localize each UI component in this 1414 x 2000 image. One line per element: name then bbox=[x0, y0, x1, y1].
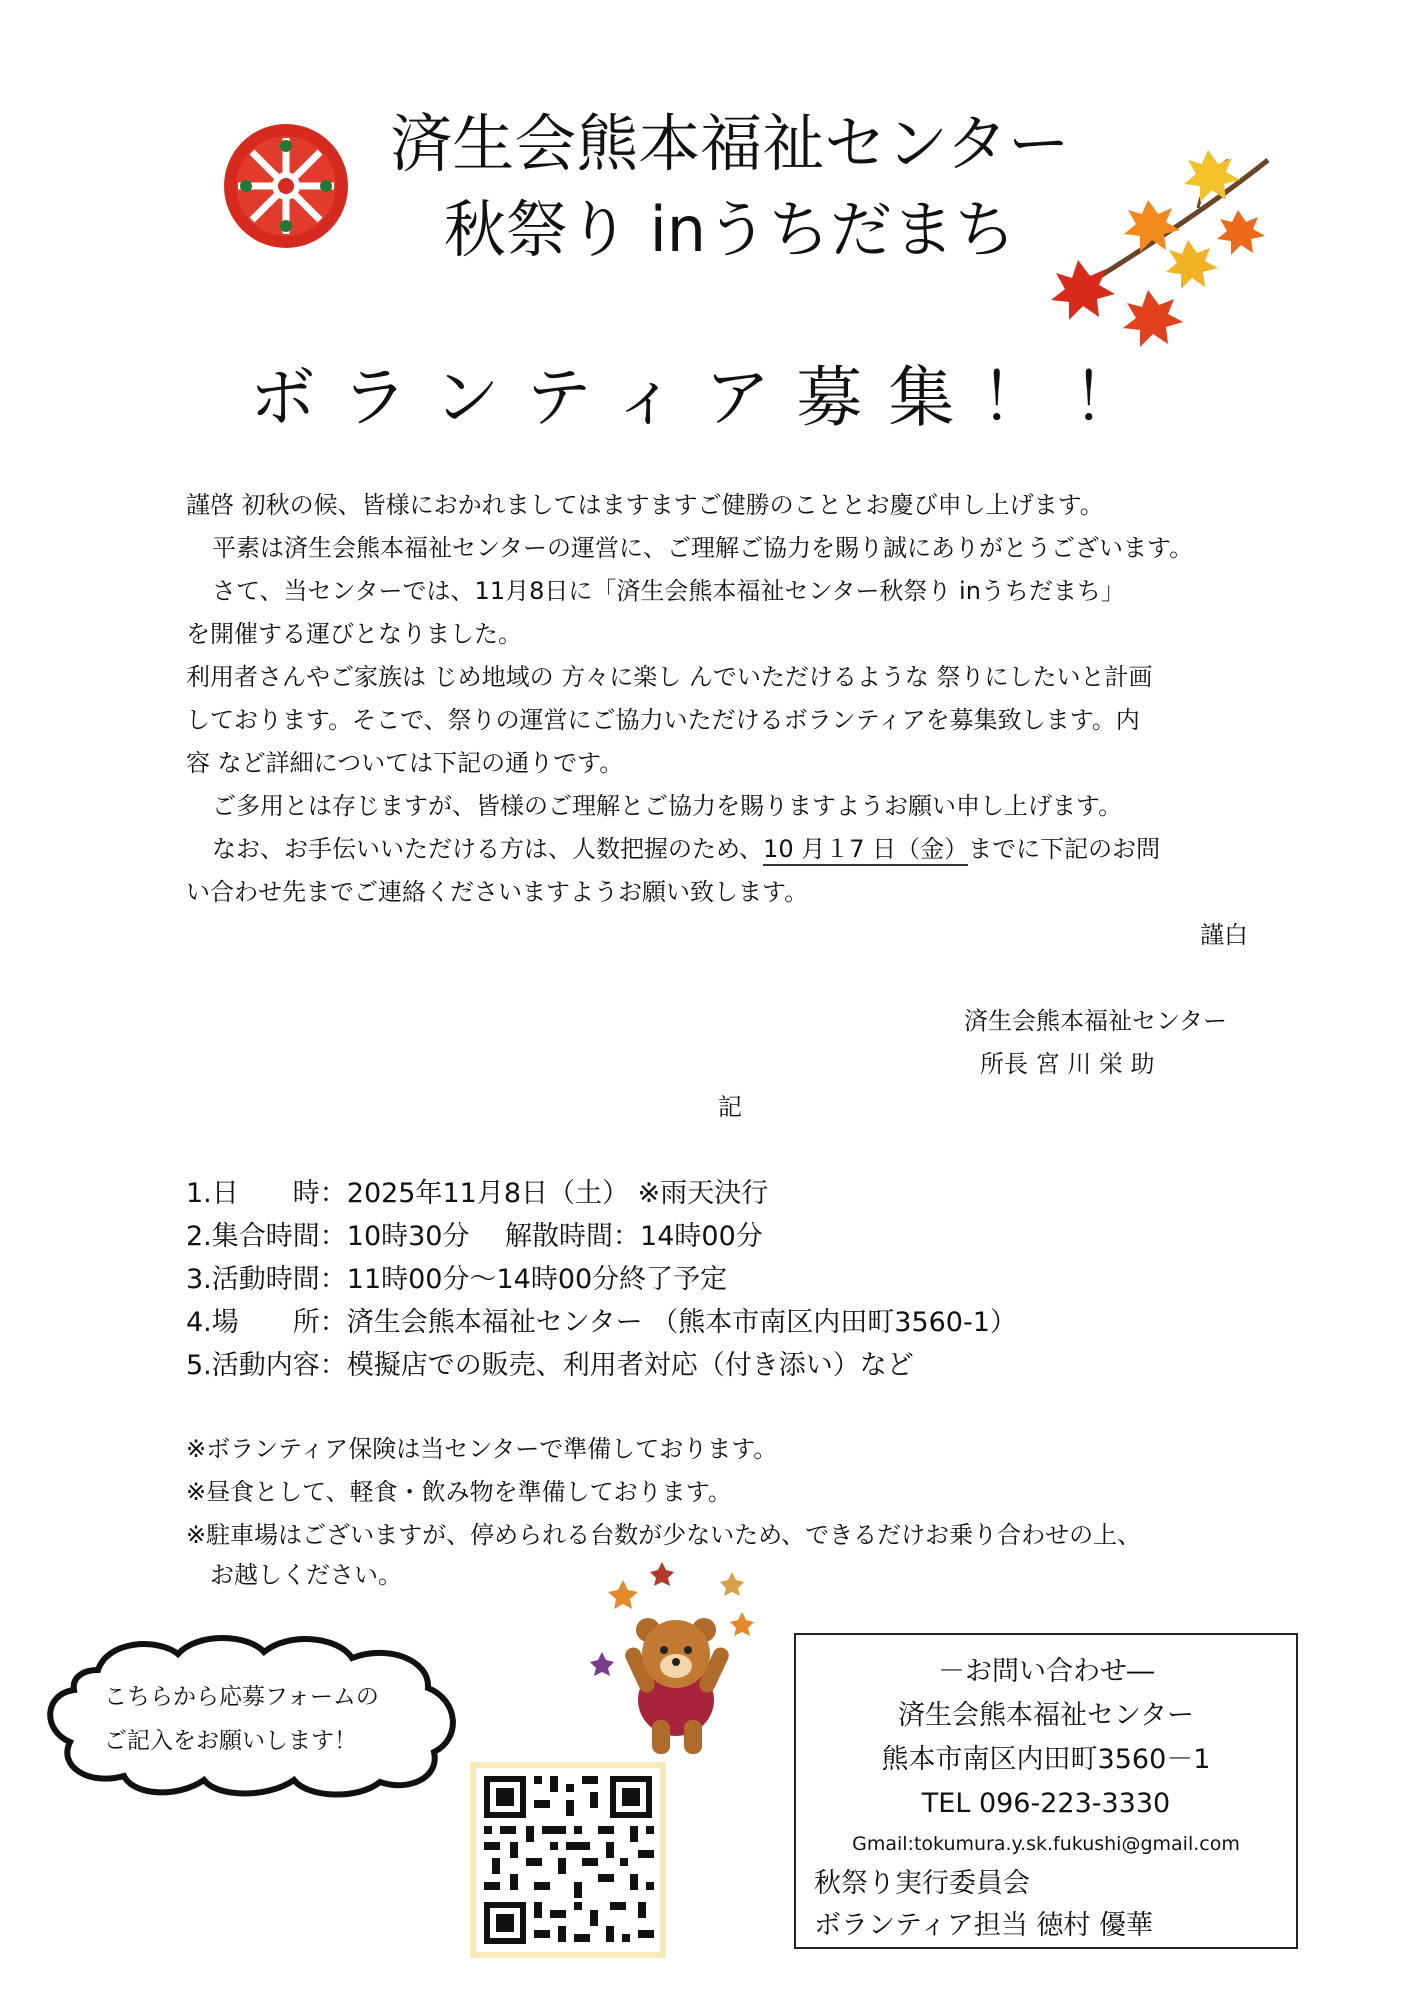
letter-line: い合わせ先までご連絡くださいますようお願い致します。 bbox=[186, 878, 809, 906]
closing-text: 謹白 bbox=[1200, 921, 1248, 949]
letter-line: を開催する運びとなりました。 bbox=[186, 620, 522, 648]
letter-line: ご多用とは存じますが、皆様のご理解とご協力を賜りますようお願い申し上げます。 bbox=[212, 792, 1123, 820]
note-line: ※駐車場はございますが、停められる台数が少ないため、できるだけお乗り合わせの上、 bbox=[186, 1521, 1142, 1549]
contact-person: ボランティア担当 徳村 優華 bbox=[814, 1910, 1154, 1941]
event-title-line2: 秋祭り inうちだまち bbox=[443, 193, 1017, 266]
recruitment-heading: ボランティア募集！！ bbox=[249, 359, 1165, 436]
event-title-line1: 済生会熊本福祉センター bbox=[390, 107, 1070, 180]
letter-line: 容 など詳細については下記の通りです。 bbox=[186, 749, 624, 777]
note-line: ※ボランティア保険は当センターで準備しております。 bbox=[186, 1435, 778, 1463]
letter-line: 謹啓 初秋の候、皆様におかれましてはますますご健勝のこととお慶び申し上げます。 bbox=[186, 491, 1104, 519]
letter-line: 平素は済生会熊本福祉センターの運営に、ご理解ご協力を賜り誠にありがとうございます。 bbox=[212, 534, 1194, 562]
note-line: お越しください。 bbox=[186, 1561, 402, 1589]
deadline-date: 10 月１7 日（金） bbox=[763, 835, 968, 866]
letter-line: 利用者さんやご家族は じめ地域の 方々に楽し んでいただけるような 祭りにしたいと計画 bbox=[186, 663, 1153, 691]
detail-activity-time: 3.活動時間：11時00分～14時00分終了予定 bbox=[186, 1264, 728, 1295]
contact-org: 済生会熊本福祉センター bbox=[898, 1700, 1194, 1731]
contact-title: －お問い合わせ― bbox=[938, 1656, 1154, 1687]
signature-org: 済生会熊本福祉センター bbox=[964, 1007, 1228, 1035]
contact-tel[interactable]: TEL 096-223-3330 bbox=[921, 1788, 1171, 1819]
letter-line: しております。そこで、祭りの運営にご協力いただけるボランティアを募集致します。内 bbox=[186, 706, 1140, 734]
signature-name: 所長 宮 川 栄 助 bbox=[980, 1050, 1155, 1078]
letter-line: さて、当センターでは、11月8日に「済生会熊本福祉センター秋祭り inうちだまち」 bbox=[212, 577, 1125, 605]
speech-bubble bbox=[38, 1630, 474, 1800]
bubble-text-line1: こちらから応募フォームの bbox=[104, 1684, 379, 1710]
bubble-text-line2: ご記入をお願いします！ bbox=[104, 1728, 357, 1754]
contact-committee: 秋祭り実行委員会 bbox=[814, 1868, 1030, 1899]
note-line: ※昼食として、軽食・飲み物を準備しております。 bbox=[186, 1478, 732, 1506]
letter-text: までに下記のお問 bbox=[968, 835, 1161, 863]
letter-line bbox=[212, 834, 1160, 864]
contact-box bbox=[794, 1633, 1298, 1949]
detail-location: 4.場 所：済生会熊本福祉センター （熊本市南区内田町3560-1） bbox=[186, 1307, 1017, 1338]
letter-text: なお、お手伝いいただける方は、人数把握のため、 bbox=[212, 835, 764, 863]
autumn-maple-leaves-icon bbox=[1038, 130, 1278, 360]
ki-mark: 記 bbox=[718, 1093, 742, 1121]
detail-activity-content: 5.活動内容：模擬店での販売、利用者対応（付き添い）など bbox=[186, 1350, 914, 1381]
detail-date: 1.日 時：2025年11月8日（土） ※雨天決行 bbox=[186, 1178, 769, 1209]
bear-mascot-icon bbox=[588, 1560, 764, 1760]
contact-address: 熊本市南区内田町3560－1 bbox=[881, 1744, 1211, 1775]
qr-code-icon[interactable] bbox=[470, 1762, 666, 1958]
detail-meeting-time: 2.集合時間：10時30分 解散時間：14時00分 bbox=[186, 1221, 763, 1252]
contact-email[interactable]: Gmail:tokumura.y.sk.fukushi@gmail.com bbox=[852, 1833, 1240, 1855]
